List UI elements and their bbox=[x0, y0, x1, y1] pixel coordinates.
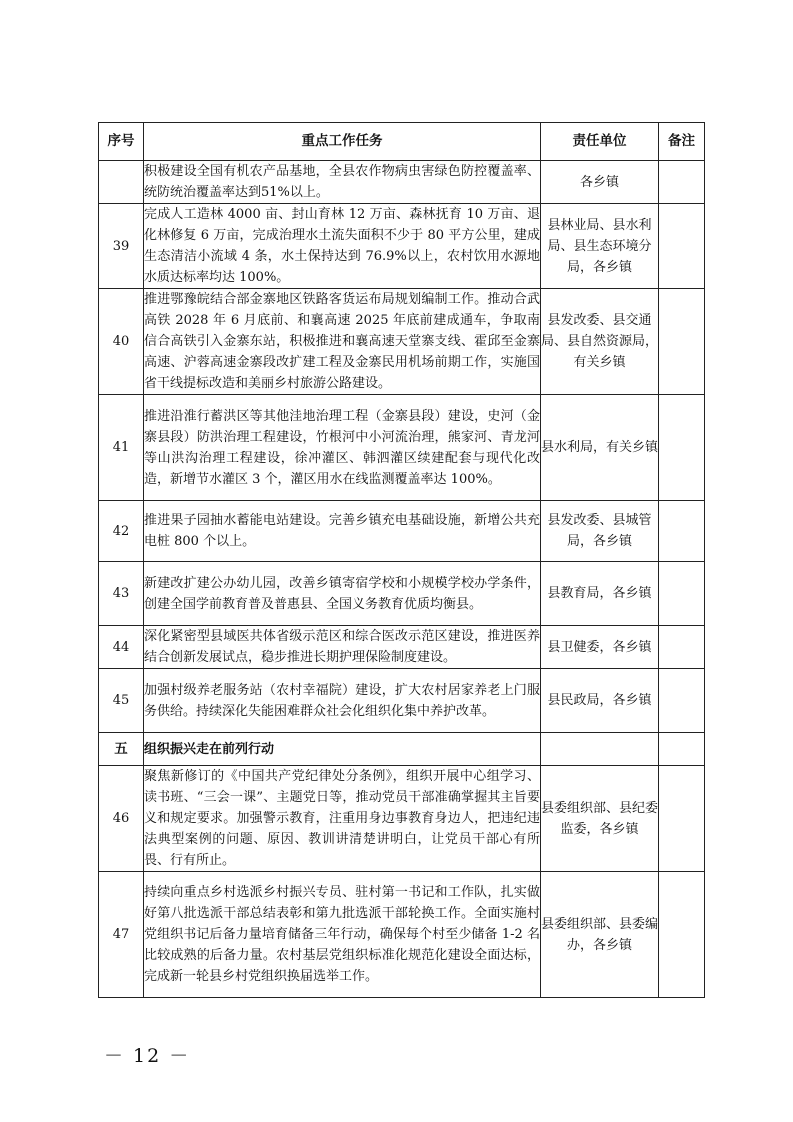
row-note bbox=[659, 501, 705, 562]
table-row bbox=[99, 501, 705, 562]
table-row bbox=[99, 766, 705, 872]
row-responsible: 县民政局，各乡镇 bbox=[541, 669, 659, 733]
row-note bbox=[659, 626, 705, 669]
row-note bbox=[659, 204, 705, 289]
row-task: 深化紧密型县域医共体省级示范区和综合医改示范区建设，推进医养结合创新发展试点，稳步推进长期护理保险制度建设。 bbox=[144, 626, 541, 669]
row-responsible: 县委组织部、县委编办，各乡镇 bbox=[541, 872, 659, 998]
table-header-row bbox=[99, 123, 705, 161]
row-num: 40 bbox=[99, 289, 144, 395]
row-num: 41 bbox=[99, 395, 144, 501]
header-note: 备注 bbox=[659, 123, 705, 161]
table-row bbox=[99, 395, 705, 501]
table-row bbox=[99, 204, 705, 289]
row-note bbox=[659, 395, 705, 501]
header-num: 序号 bbox=[99, 123, 144, 161]
row-task: 聚焦新修订的《中国共产党纪律处分条例》，组织开展中心组学习、读书班、“三会一课”、主题党日等，推动党员干部准确掌握其主旨要义和规定要求。加强警示教育，注重用身边事教育身边人，把违纪违法典型案例的问题、原因、教训讲清楚讲明白，让党员干部心有所畏、行有所止。 bbox=[144, 766, 541, 872]
row-note bbox=[659, 161, 705, 204]
row-note bbox=[659, 669, 705, 733]
row-task: 新建改扩建公办幼儿园，改善乡镇寄宿学校和小规模学校办学条件，创建全国学前教育普及普惠县、全国义务教育优质均衡县。 bbox=[144, 562, 541, 626]
table-row bbox=[99, 289, 705, 395]
row-num: 42 bbox=[99, 501, 144, 562]
row-task: 完成人工造林 4000 亩、封山育林 12 万亩、森林抚育 10 万亩、退化林修复 6 万亩，完成治理水土流失面积不少于 80 平方公里，建成生态清洁小流域 4 条，水土保持达到 76.9%以上，农村饮用水源地水质达标率均达 100%。 bbox=[144, 204, 541, 289]
row-responsible: 各乡镇 bbox=[541, 161, 659, 204]
row-note bbox=[659, 766, 705, 872]
row-num: 46 bbox=[99, 766, 144, 872]
table-row bbox=[99, 669, 705, 733]
row-responsible: 县发改委、县交通局、县自然资源局，有关乡镇 bbox=[541, 289, 659, 395]
row-responsible: 县水利局，有关乡镇 bbox=[541, 395, 659, 501]
table-row bbox=[99, 626, 705, 669]
row-responsible: 县教育局，各乡镇 bbox=[541, 562, 659, 626]
row-note bbox=[659, 289, 705, 395]
row-task: 积极建设全国有机农产品基地，全县农作物病虫害绿色防控覆盖率、统防统治覆盖率达到51%以上。 bbox=[144, 161, 541, 204]
row-task: 加强村级养老服务站（农村幸福院）建设，扩大农村居家养老上门服务供给。持续深化失能困难群众社会化组织化集中养护改革。 bbox=[144, 669, 541, 733]
row-task: 推进沿淮行蓄洪区等其他洼地治理工程（金寨县段）建设，史河（金寨县段）防洪治理工程建设，竹根河中小河流治理，熊家河、青龙河等山洪沟治理工程建设，徐冲灌区、韩泗灌区续建配套与现代化改造，新增节水灌区 3 个，灌区用水在线监测覆盖率达 100%。 bbox=[144, 395, 541, 501]
row-num: 44 bbox=[99, 626, 144, 669]
row-task: 推进鄂豫皖结合部金寨地区铁路客货运布局规划编制工作。推动合武高铁 2028 年 6 月底前、和襄高速 2025 年底前建成通车，争取南信合高铁引入金寨东站，积极推进和襄高速天堂寨支线、霍邱至金寨高速、沪蓉高速金寨段改扩建工程及金寨民用机场前期工作，实施国省干线提标改造和美丽乡村旅游公路建设。 bbox=[144, 289, 541, 395]
row-num bbox=[99, 161, 144, 204]
section-note bbox=[659, 733, 705, 766]
table-row bbox=[99, 161, 705, 204]
section-title: 组织振兴走在前列行动 bbox=[144, 733, 541, 766]
row-note bbox=[659, 562, 705, 626]
row-note bbox=[659, 872, 705, 998]
row-task: 持续向重点乡村选派乡村振兴专员、驻村第一书记和工作队，扎实做好第八批选派干部总结表彰和第九批选派干部轮换工作。全面实施村党组织书记后备力量培育储备三年行动，确保每个村至少储备 1-2 名比较成熟的后备力量。农村基层党组织标准化规范化建设全面达标，完成新一轮县乡村党组织换届选举工作。 bbox=[144, 872, 541, 998]
row-responsible: 县发改委、县城管局，各乡镇 bbox=[541, 501, 659, 562]
row-responsible: 县卫健委，各乡镇 bbox=[541, 626, 659, 669]
page-number: － 12 － bbox=[104, 1045, 191, 1067]
row-responsible: 县委组织部、县纪委监委，各乡镇 bbox=[541, 766, 659, 872]
section-row bbox=[99, 733, 705, 766]
header-task: 重点工作任务 bbox=[144, 123, 541, 161]
row-task: 推进果子园抽水蓄能电站建设。完善乡镇充电基础设施，新增公共充电桩 800 个以上。 bbox=[144, 501, 541, 562]
row-responsible: 县林业局、县水利局、县生态环境分局，各乡镇 bbox=[541, 204, 659, 289]
section-responsible bbox=[541, 733, 659, 766]
header-responsible: 责任单位 bbox=[541, 123, 659, 161]
row-num: 47 bbox=[99, 872, 144, 998]
row-num: 45 bbox=[99, 669, 144, 733]
row-num: 43 bbox=[99, 562, 144, 626]
table-row bbox=[99, 562, 705, 626]
row-num: 39 bbox=[99, 204, 144, 289]
section-num: 五 bbox=[99, 733, 144, 766]
table-row bbox=[99, 872, 705, 998]
task-table bbox=[98, 122, 705, 998]
